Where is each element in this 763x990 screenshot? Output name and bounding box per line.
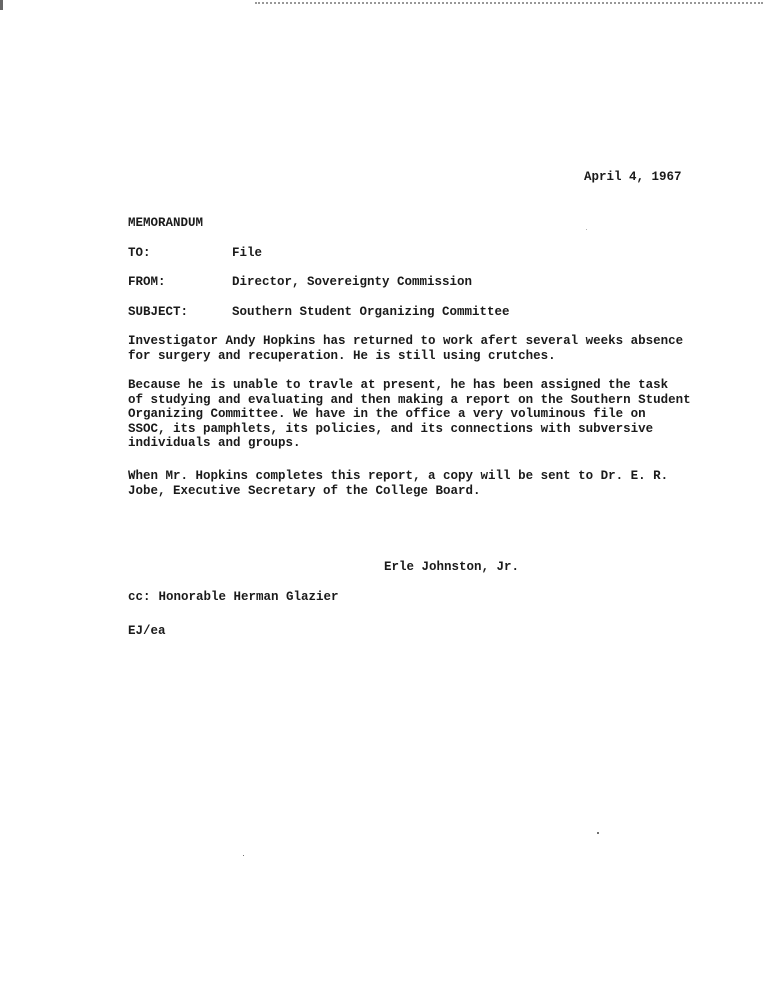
paragraph-line: When Mr. Hopkins completes this report, a copy will be sent to Dr. E. R. xyxy=(128,469,669,483)
subject-value: Southern Student Organizing Committee xyxy=(232,305,510,319)
paragraph-line: of studying and evaluating and then making a report on the Southern Student xyxy=(128,392,691,407)
cc-label: cc: xyxy=(128,590,151,604)
paragraph-line: Investigator Andy Hopkins has returned to work afert several weeks absence xyxy=(128,334,684,348)
typist-initials: EJ/ea xyxy=(128,624,166,638)
cc-value: Honorable Herman Glazier xyxy=(158,590,339,604)
paragraph-2 xyxy=(128,378,728,451)
scan-speck xyxy=(597,832,599,834)
from-value: Director, Sovereignty Commission xyxy=(232,275,473,289)
subject-label: SUBJECT: xyxy=(128,305,189,319)
paragraph-line: Organizing Committee. We have in the office a very voluminous file on xyxy=(128,407,646,422)
scan-speck xyxy=(243,855,244,856)
paragraph-line: Jobe, Executive Secretary of the College Board. xyxy=(128,483,481,498)
memo-title: MEMORANDUM xyxy=(128,216,204,230)
paragraph-3 xyxy=(128,469,728,498)
page-corner-mark xyxy=(0,0,3,10)
paragraph-line: SSOC, its pamphlets, its policies, and its connections with subversive xyxy=(128,421,654,436)
cc-line xyxy=(128,590,339,604)
paragraph-line: Because he is unable to travle at present, he has been assigned the task xyxy=(128,378,669,392)
page-edge-scan-artifact xyxy=(255,2,763,4)
from-label: FROM: xyxy=(128,275,166,289)
to-value: File xyxy=(232,246,263,260)
scan-speck xyxy=(586,229,587,230)
paragraph-line: for surgery and recuperation. He is still using crutches. xyxy=(128,348,556,363)
signature: Erle Johnston, Jr. xyxy=(384,560,520,574)
to-label: TO: xyxy=(128,246,151,260)
paragraph-1 xyxy=(128,334,728,363)
paragraph-line: individuals and groups. xyxy=(128,436,301,451)
memo-date: April 4, 1967 xyxy=(584,170,682,184)
